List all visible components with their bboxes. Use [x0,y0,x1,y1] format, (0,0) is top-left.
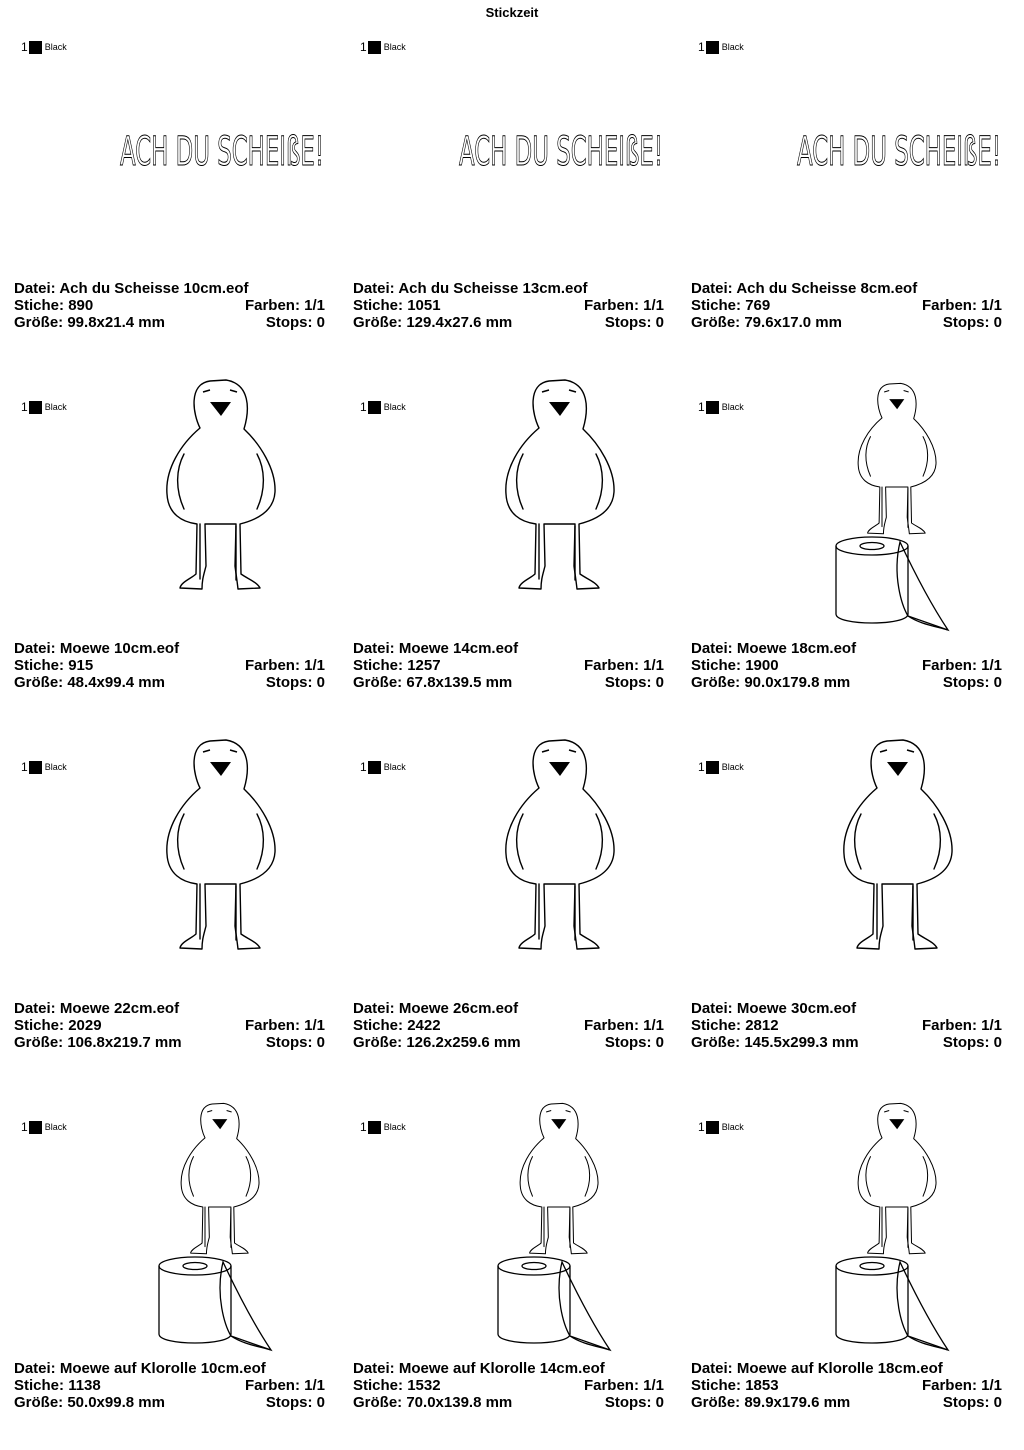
design-info [353,640,664,691]
stitches-line [691,1017,779,1034]
color-number: 1 [698,40,705,54]
stitches-value: 2029 [68,1017,102,1034]
size-line [14,314,165,331]
design-cell [691,730,1009,1090]
size-line [691,674,850,691]
file-line [353,280,588,297]
size-line [353,314,512,331]
size-value: 106.8x219.7 mm [67,1034,182,1051]
file-name: Ach du Scheisse 13cm.eof [398,280,588,297]
stops-label: Stops: [265,1034,313,1051]
file-name: Moewe 22cm.eof [59,1000,180,1017]
stitches-value: 1138 [68,1377,101,1394]
stops-value: 0 [316,674,325,691]
colors-label: Farben: [244,1377,300,1394]
size-value: 79.6x17.0 mm [744,314,842,331]
colors-value: 1/1 [981,1017,1002,1034]
file-line [691,1360,943,1377]
stops-line [605,1034,664,1051]
design-cell [353,730,671,1090]
size-label: Größe: [14,314,64,331]
stitches-value: 2812 [745,1017,779,1034]
file-name: Ach du Scheisse 8cm.eof [736,280,918,297]
colors-value: 1/1 [643,297,664,314]
size-line [353,1394,512,1411]
stops-value: 0 [655,1394,664,1411]
color-name: Black [383,402,406,412]
stops-line [943,1394,1002,1411]
colors-label: Farben: [583,297,639,314]
colors-label: Farben: [921,1377,977,1394]
stitches-line [353,1017,441,1034]
design-info [14,1000,325,1051]
colors-value: 1/1 [981,297,1002,314]
size-value: 145.5x299.3 mm [744,1034,859,1051]
colors-line [584,657,664,674]
file-line [691,280,917,297]
size-label: Größe: [691,674,741,691]
colors-value: 1/1 [643,1377,664,1394]
file-name: Moewe 30cm.eof [736,1000,857,1017]
file-line [353,640,518,657]
stitches-label: Stiche: [14,657,65,674]
stitches-label: Stiche: [691,1017,742,1034]
colors-line [922,657,1002,674]
color-box [29,761,42,774]
stops-line [605,674,664,691]
size-label: Größe: [353,674,403,691]
design-cell [14,730,332,1090]
color-swatch [360,760,406,774]
stops-label: Stops: [942,314,990,331]
color-swatch [360,1120,406,1134]
stitches-line [14,1377,101,1394]
stitches-value: 1051 [407,297,441,314]
stitches-value: 1532 [407,1377,441,1394]
design-text: ACH DU SCHEIßE! [120,129,324,175]
size-label: Größe: [14,1394,64,1411]
stops-label: Stops: [942,674,990,691]
color-name: Black [383,762,406,772]
colors-value: 1/1 [981,657,1002,674]
size-label: Größe: [14,1034,64,1051]
size-line [691,314,842,331]
design-cell [691,370,1009,730]
stops-label: Stops: [604,1034,652,1051]
color-name: Black [721,762,744,772]
color-name: Black [721,402,744,412]
file-label: Datei: [353,280,395,297]
colors-value: 1/1 [304,1377,325,1394]
stitches-value: 1900 [745,657,779,674]
color-box [706,761,719,774]
color-swatch [21,400,67,414]
file-line [14,640,179,657]
stops-value: 0 [993,674,1002,691]
stops-value: 0 [655,314,664,331]
file-name: Ach du Scheisse 10cm.eof [59,280,249,297]
colors-line [245,1017,325,1034]
color-box [706,401,719,414]
size-label: Größe: [353,314,403,331]
stops-line [266,1394,325,1411]
toilet-roll [498,1257,610,1350]
colors-value: 1/1 [643,657,664,674]
stops-value: 0 [993,1394,1002,1411]
page-title: Stickzeit [485,5,539,20]
design-info [691,1000,1002,1051]
colors-label: Farben: [583,1017,639,1034]
stops-line [605,1394,664,1411]
size-value: 48.4x99.4 mm [67,674,165,691]
design-cell [353,10,671,370]
stitches-value: 1257 [407,657,441,674]
size-label: Größe: [691,1034,741,1051]
color-name: Black [44,1122,67,1132]
color-box [368,1121,381,1134]
stops-line [266,674,325,691]
design-info [14,280,325,331]
gull-figure [858,1103,936,1253]
stitches-line [14,1017,102,1034]
colors-value: 1/1 [643,1017,664,1034]
color-swatch [360,40,406,54]
gull-figure [506,380,614,589]
file-line [691,640,856,657]
color-box [29,1121,42,1134]
design-info [353,1360,664,1411]
file-name: Moewe auf Klorolle 14cm.eof [398,1360,605,1377]
colors-label: Farben: [921,657,977,674]
color-number: 1 [698,760,705,774]
size-value: 67.8x139.5 mm [406,674,513,691]
color-box [368,401,381,414]
color-swatch [21,1120,67,1134]
size-value: 70.0x139.8 mm [406,1394,513,1411]
file-name: Moewe auf Klorolle 18cm.eof [736,1360,943,1377]
file-line [691,1000,856,1017]
file-line [14,280,249,297]
stitches-label: Stiche: [691,657,742,674]
colors-value: 1/1 [304,1017,325,1034]
color-name: Black [44,762,67,772]
stops-line [266,314,325,331]
size-line [353,674,512,691]
size-label: Größe: [353,1394,403,1411]
stops-label: Stops: [265,674,313,691]
stops-label: Stops: [942,1034,990,1051]
stitches-label: Stiche: [353,297,404,314]
design-text: ACH DU SCHEIßE! [797,129,1001,175]
color-name: Black [383,42,406,52]
size-line [14,1394,165,1411]
color-swatch [698,40,744,54]
size-label: Größe: [14,674,64,691]
size-label: Größe: [353,1034,403,1051]
design-info [14,640,325,691]
stitches-label: Stiche: [14,297,65,314]
colors-label: Farben: [583,657,639,674]
file-line [14,1360,266,1377]
file-name: Moewe 18cm.eof [736,640,857,657]
color-box [368,761,381,774]
colors-value: 1/1 [304,297,325,314]
color-number: 1 [360,40,367,54]
file-line [353,1000,518,1017]
colors-label: Farben: [583,1377,639,1394]
size-value: 129.4x27.6 mm [406,314,513,331]
stops-value: 0 [993,314,1002,331]
file-line [353,1360,605,1377]
stitches-label: Stiche: [14,1377,65,1394]
color-box [706,41,719,54]
stops-label: Stops: [265,1394,313,1411]
file-label: Datei: [353,1000,395,1017]
color-box [368,41,381,54]
toilet-roll [836,1257,948,1350]
color-swatch [698,1120,744,1134]
color-box [29,41,42,54]
colors-line [584,1377,664,1394]
stops-value: 0 [655,1034,664,1051]
file-label: Datei: [14,1000,56,1017]
file-label: Datei: [353,1360,395,1377]
design-cell [691,1090,1009,1450]
gull-figure [506,740,614,949]
colors-label: Farben: [921,297,977,314]
gull-figure [858,383,936,533]
stops-line [943,1034,1002,1051]
stops-value: 0 [316,1034,325,1051]
file-label: Datei: [14,1360,56,1377]
stitches-value: 915 [68,657,94,674]
file-label: Datei: [691,1360,733,1377]
gull-figure [844,740,952,949]
color-swatch [360,400,406,414]
stitches-line [14,657,93,674]
design-cell [353,1090,671,1450]
color-number: 1 [21,400,28,414]
stitches-value: 1853 [745,1377,779,1394]
colors-line [922,1017,1002,1034]
stops-value: 0 [316,314,325,331]
stops-label: Stops: [942,1394,990,1411]
file-line [14,1000,179,1017]
stitches-label: Stiche: [14,1017,65,1034]
color-swatch [21,40,67,54]
stops-line [943,674,1002,691]
colors-value: 1/1 [981,1377,1002,1394]
file-label: Datei: [691,280,733,297]
file-label: Datei: [14,640,56,657]
stops-label: Stops: [604,314,652,331]
design-info [691,1360,1002,1411]
color-number: 1 [360,400,367,414]
color-swatch [698,400,744,414]
design-info [353,1000,664,1051]
colors-line [922,1377,1002,1394]
colors-value: 1/1 [304,657,325,674]
colors-line [922,297,1002,314]
colors-line [245,1377,325,1394]
stitches-line [353,1377,441,1394]
file-label: Datei: [691,1000,733,1017]
design-cell [14,370,332,730]
toilet-roll [159,1257,271,1350]
colors-label: Farben: [244,657,300,674]
color-name: Black [44,402,67,412]
design-cell [353,370,671,730]
stitches-label: Stiche: [691,1377,742,1394]
color-name: Black [721,1122,744,1132]
colors-line [584,1017,664,1034]
colors-line [245,297,325,314]
file-label: Datei: [691,640,733,657]
size-label: Größe: [691,314,741,331]
stitches-label: Stiche: [353,657,404,674]
size-value: 50.0x99.8 mm [67,1394,165,1411]
file-name: Moewe 14cm.eof [398,640,519,657]
design-info [691,280,1002,331]
gull-figure [520,1103,598,1253]
gull-figure [167,380,275,589]
stitches-value: 2422 [407,1017,441,1034]
color-box [29,401,42,414]
color-name: Black [721,42,744,52]
size-value: 90.0x179.8 mm [744,674,851,691]
stitches-line [14,297,93,314]
design-info [353,280,664,331]
color-swatch [21,760,67,774]
color-number: 1 [360,760,367,774]
color-number: 1 [698,1120,705,1134]
design-cell [691,10,1009,370]
colors-label: Farben: [244,297,300,314]
color-name: Black [44,42,67,52]
color-number: 1 [21,40,28,54]
color-name: Black [383,1122,406,1132]
stops-value: 0 [993,1034,1002,1051]
stitches-label: Stiche: [353,1017,404,1034]
color-box [706,1121,719,1134]
stitches-label: Stiche: [353,1377,404,1394]
colors-label: Farben: [244,1017,300,1034]
size-line [691,1034,859,1051]
stops-line [266,1034,325,1051]
size-value: 89.9x179.6 mm [744,1394,851,1411]
file-name: Moewe 10cm.eof [59,640,180,657]
stops-label: Stops: [265,314,313,331]
stops-line [605,314,664,331]
stops-value: 0 [316,1394,325,1411]
file-label: Datei: [14,280,56,297]
size-label: Größe: [691,1394,741,1411]
size-value: 126.2x259.6 mm [406,1034,521,1051]
stitches-value: 890 [68,297,94,314]
stops-line [943,314,1002,331]
size-line [14,1034,182,1051]
size-line [353,1034,521,1051]
stitches-line [691,657,779,674]
color-swatch [698,760,744,774]
design-info [691,640,1002,691]
design-cell [14,10,332,370]
color-number: 1 [360,1120,367,1134]
gull-figure [167,740,275,949]
colors-line [584,297,664,314]
file-name: Moewe 26cm.eof [398,1000,519,1017]
stitches-line [353,297,441,314]
gull-figure [181,1103,259,1253]
color-number: 1 [21,1120,28,1134]
colors-line [245,657,325,674]
stops-label: Stops: [604,674,652,691]
toilet-roll [836,537,948,630]
stops-value: 0 [655,674,664,691]
file-name: Moewe auf Klorolle 10cm.eof [59,1360,266,1377]
stitches-line [353,657,441,674]
file-label: Datei: [353,640,395,657]
color-number: 1 [698,400,705,414]
stitches-line [691,1377,779,1394]
stitches-line [691,297,770,314]
color-number: 1 [21,760,28,774]
colors-label: Farben: [921,1017,977,1034]
size-line [691,1394,850,1411]
design-text: ACH DU SCHEIßE! [459,129,663,175]
size-line [14,674,165,691]
stops-label: Stops: [604,1394,652,1411]
design-cell [14,1090,332,1450]
stitches-value: 769 [745,297,771,314]
design-info [14,1360,325,1411]
size-value: 99.8x21.4 mm [67,314,165,331]
stitches-label: Stiche: [691,297,742,314]
